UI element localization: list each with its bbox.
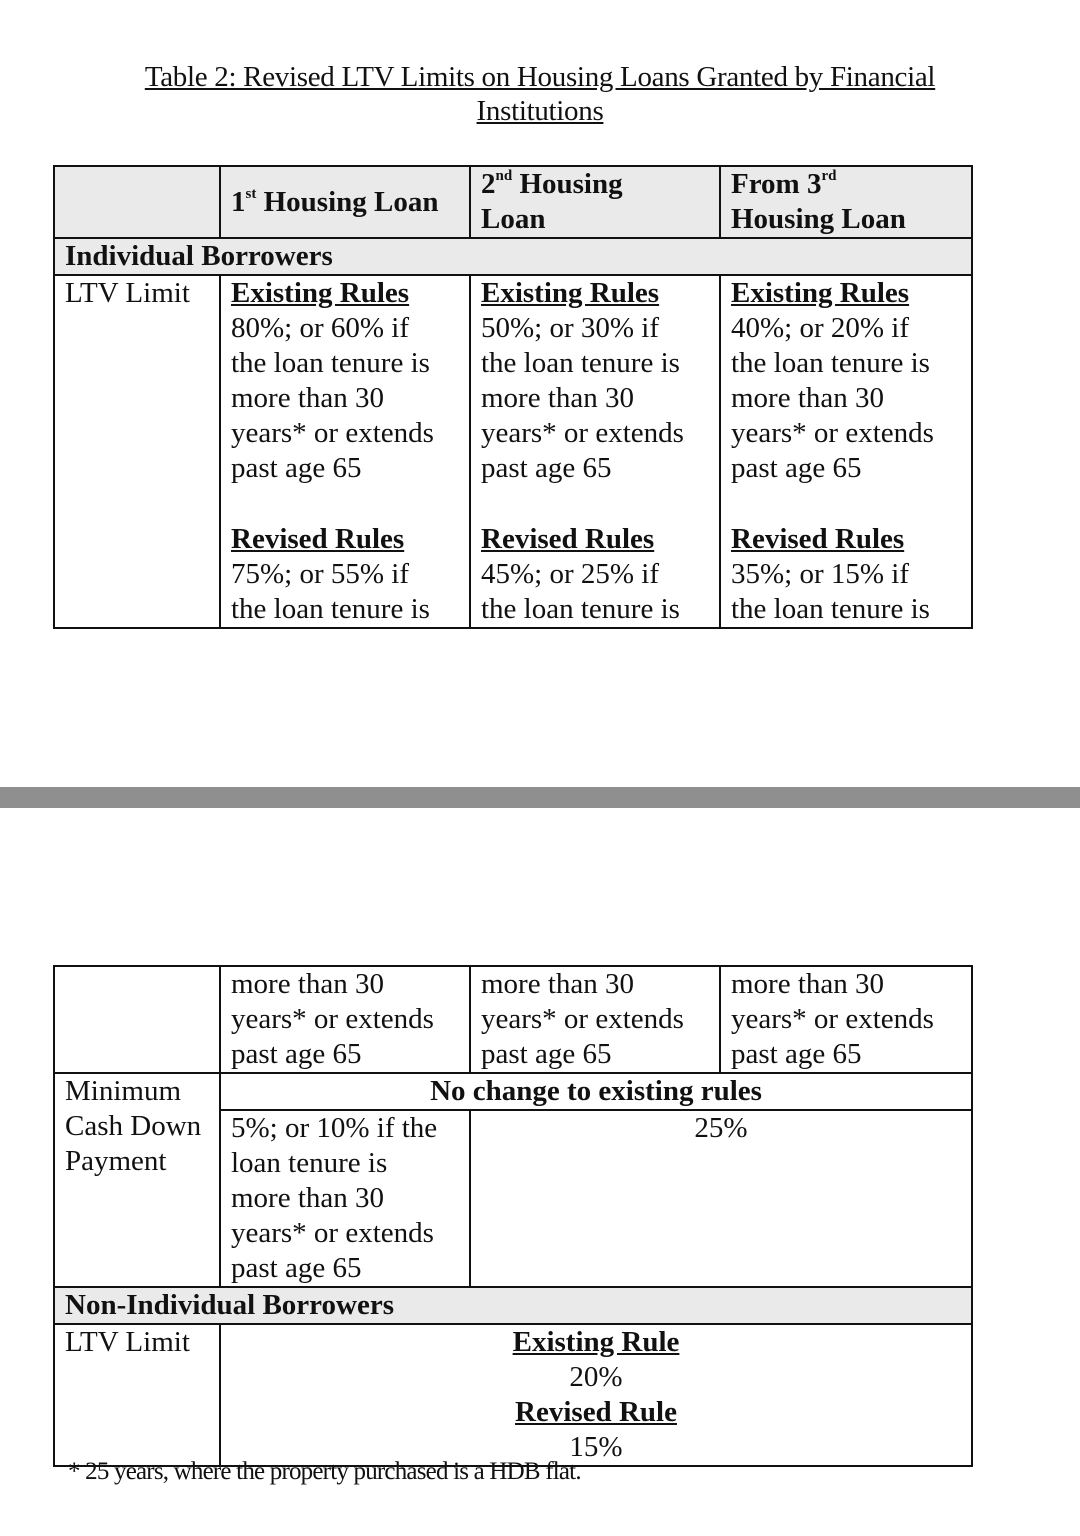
rule-text-line: 75%; or 55% if xyxy=(231,558,409,590)
rule-text-line: 35%; or 15% if xyxy=(731,558,909,590)
header-empty-cell xyxy=(54,166,220,238)
rule-text-line: years* or extends xyxy=(731,1003,934,1035)
ltv-second-loan-cell xyxy=(470,275,720,628)
rule-text-line: more than 30 xyxy=(231,382,385,414)
ltv-table-lower xyxy=(53,965,973,1467)
rule-text-line: loan tenure is xyxy=(231,1147,388,1179)
ltv-limit-label: LTV Limit xyxy=(54,275,220,628)
rule-text-line: the loan tenure is xyxy=(731,593,930,625)
header-first-prefix: 1 xyxy=(231,185,246,218)
header-third-sup: rd xyxy=(821,168,837,184)
existing-rule-heading: Existing Rule xyxy=(512,1326,680,1358)
table-title-line-2: Institutions xyxy=(476,95,604,127)
rule-text-line: years* or extends xyxy=(481,417,684,449)
rule-text-line: years* or extends xyxy=(231,417,434,449)
section-individual-borrowers: Individual Borrowers xyxy=(54,238,972,275)
continuation-second-loan xyxy=(470,966,720,1073)
rule-text-line: past age 65 xyxy=(731,1038,862,1070)
rule-text-line: more than 30 xyxy=(731,382,885,414)
rule-text-line: past age 65 xyxy=(731,452,862,484)
rule-text-line: years* or extends xyxy=(231,1217,434,1249)
footnote: * 25 years, where the property purchased is a HDB flat. xyxy=(68,1458,581,1485)
rule-text-line: the loan tenure is xyxy=(481,593,680,625)
minimum-cash-down-payment-label xyxy=(54,1073,220,1287)
ltv-first-loan-cell xyxy=(220,275,470,628)
table-title xyxy=(100,60,980,128)
header-second-housing-loan xyxy=(470,166,720,238)
header-second-prefix: 2 xyxy=(481,168,496,200)
header-second-line2: Loan xyxy=(481,203,546,235)
rule-text-line: 40%; or 20% if xyxy=(731,312,909,344)
existing-rules-heading: Existing Rules xyxy=(481,277,660,309)
rule-text-line: 45%; or 25% if xyxy=(481,558,659,590)
rule-text-line: more than 30 xyxy=(231,968,385,1000)
header-second-sup: nd xyxy=(495,168,513,184)
existing-rule-value: 20% xyxy=(569,1361,623,1393)
header-first-housing-loan xyxy=(220,166,470,238)
rule-text-line: past age 65 xyxy=(231,1038,362,1070)
rule-text-line: the loan tenure is xyxy=(231,347,430,379)
rule-text-line: more than 30 xyxy=(481,968,635,1000)
existing-rules-heading: Existing Rules xyxy=(231,277,410,309)
rule-text-line: more than 30 xyxy=(481,382,635,414)
header-second-suffix: Housing xyxy=(512,168,623,200)
rule-text-line: years* or extends xyxy=(731,417,934,449)
revised-rules-heading: Revised Rules xyxy=(481,523,655,555)
revised-rule-heading: Revised Rule xyxy=(515,1396,677,1428)
header-third-housing-loan xyxy=(720,166,972,238)
header-first-sup: st xyxy=(245,185,257,202)
rule-text-line: years* or extends xyxy=(231,1003,434,1035)
rule-text-line: 50%; or 30% if xyxy=(481,312,659,344)
header-third-prefix: From 3 xyxy=(731,168,822,200)
header-first-suffix: Housing Loan xyxy=(256,185,439,218)
rule-text-line: more than 30 xyxy=(231,1182,385,1214)
continuation-first-loan xyxy=(220,966,470,1073)
ltv-table-upper xyxy=(53,165,973,629)
rule-text-line: past age 65 xyxy=(231,1252,362,1284)
revised-rules-heading: Revised Rules xyxy=(731,523,905,555)
rule-text-line: the loan tenure is xyxy=(231,593,430,625)
rule-text-line: past age 65 xyxy=(231,452,362,484)
rule-text-line: past age 65 xyxy=(481,1038,612,1070)
min-cash-label-line: Cash Down xyxy=(65,1110,202,1142)
revised-rules-heading: Revised Rules xyxy=(231,523,405,555)
rule-text-line: more than 30 xyxy=(731,968,885,1000)
continuation-empty-cell xyxy=(54,966,220,1073)
section-non-individual-borrowers: Non-Individual Borrowers xyxy=(54,1287,972,1324)
rule-text-line: years* or extends xyxy=(481,1003,684,1035)
rule-text-line: the loan tenure is xyxy=(731,347,930,379)
ltv-third-loan-cell xyxy=(720,275,972,628)
no-change-note: No change to existing rules xyxy=(220,1073,972,1110)
existing-rules-heading: Existing Rules xyxy=(731,277,910,309)
non-individual-ltv-cell xyxy=(220,1324,972,1466)
rule-text-line: 80%; or 60% if xyxy=(231,312,409,344)
min-cash-label-line: Minimum xyxy=(65,1075,182,1107)
rule-text-line: past age 65 xyxy=(481,452,612,484)
min-cash-label-line: Payment xyxy=(65,1145,167,1177)
min-cash-first-loan xyxy=(220,1110,470,1287)
header-third-line2: Housing Loan xyxy=(731,203,906,235)
rule-text-line: 5%; or 10% if the xyxy=(231,1112,438,1144)
page-divider xyxy=(0,787,1080,808)
rule-text-line: the loan tenure is xyxy=(481,347,680,379)
table-title-line-1: Table 2: Revised LTV Limits on Housing Loans Granted by Financial xyxy=(144,61,936,93)
revised-rule-value: 15% xyxy=(569,1431,623,1463)
non-individual-ltv-label: LTV Limit xyxy=(54,1324,220,1466)
continuation-third-loan xyxy=(720,966,972,1073)
min-cash-other-loans: 25% xyxy=(470,1110,972,1287)
